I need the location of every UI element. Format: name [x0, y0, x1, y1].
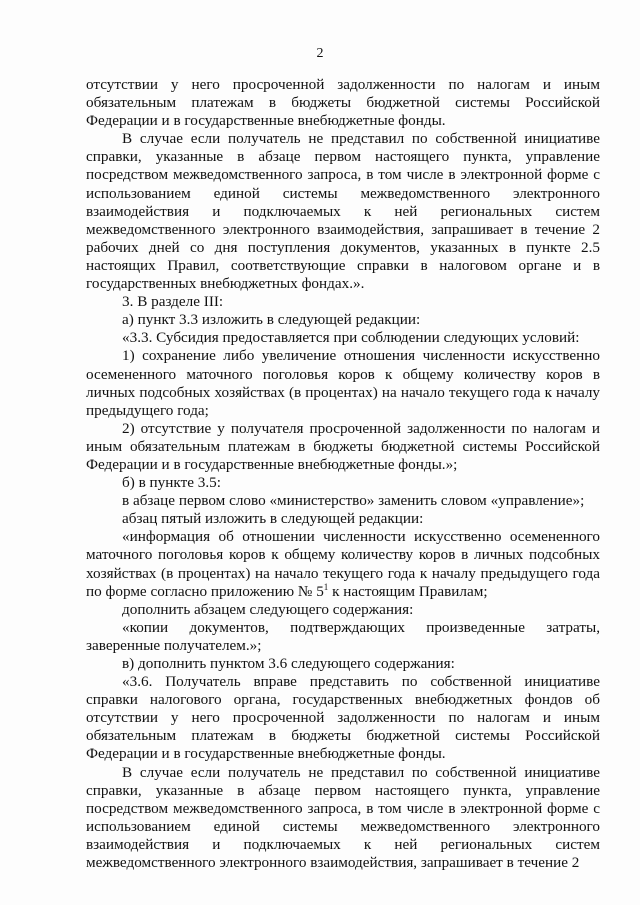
paragraph-text: дополнить абзацем следующего содержания:: [122, 600, 414, 618]
paragraph-text: 3. В разделе III:: [122, 293, 224, 311]
paragraph: [86, 474, 600, 492]
paragraph: [86, 764, 600, 873]
paragraph-text: «копии документов, подтверждающих произведенные затраты, заверенные получателем.»;: [86, 618, 600, 654]
document-body: [86, 76, 600, 872]
paragraph: [86, 528, 600, 600]
paragraph-text: отсутствии у него просроченной задолженности по налогам и иным обязательным платежам в бюджеты бюджетной системы Российской Федерации и в государственные внебюджетные фонды.: [86, 76, 600, 130]
paragraph: [86, 293, 600, 311]
page-number: 2: [316, 46, 324, 61]
paragraph-text: а) пункт 3.3 изложить в следующей редакции:: [122, 311, 421, 329]
paragraph-text: в абзаце первом слово «министерство» заменить словом «управление»;: [122, 492, 585, 510]
paragraph-text: б) в пункте 3.5:: [122, 474, 221, 492]
paragraph-text: «3.6. Получатель вправе представить по собственной инициативе справки налогового органа, государственных внебюджетных фондов об отсутствии у него просроченной задолженности по налогам и иным обязательным платежам в бюджеты бюджетной системы Российской Федерации и в государственные внебюджетные фонды.: [86, 673, 600, 763]
paragraph-tail: к настоящим Правилам;: [328, 582, 488, 600]
paragraph: [86, 347, 600, 419]
paragraph: [86, 673, 600, 763]
paragraph-text: «информация об отношении численности искусственно осемененного маточного поголовья коров к общему количеству коров в личных подсобных хозяйствах (в процентах) на начало текущего года к началу предыдущего года по форме согласно приложению № 5: [86, 528, 600, 600]
paragraph: [86, 492, 600, 510]
paragraph: [86, 76, 600, 130]
paragraph-text: 1) сохранение либо увеличение отношения численности искусственно осемененного маточного поголовья коров к общему количеству коров в личных подсобных хозяйствах (в процентах) на начало текущего года к началу предыдущего года;: [86, 347, 600, 419]
paragraph-text: В случае если получатель не представил по собственной инициативе справки, указанные в абзаце первом настоящего пункта, управление посредством межведомственного запроса, в том числе в электронной форме с использованием единой системы межведомственного электронного взаимодействия и подключаемых к ней региональных систем межведомственного электронного взаимодействия, запрашивает в течение 2 рабочих дней со дня поступления документов, указанных в пункте 2.5 настоящих Правил, соответствующие справки в налоговом органе и в государственных внебюджетных фондах.».: [86, 130, 600, 293]
paragraph: [86, 130, 600, 293]
paragraph: [86, 311, 600, 329]
paragraph: [86, 655, 600, 673]
paragraph: [86, 510, 600, 528]
paragraph-text: 2) отсутствие у получателя просроченной задолженности по налогам и иным обязательным платежам в бюджеты бюджетной системы Российской Федерации и в государственные внебюджетные фонды.»;: [86, 419, 600, 473]
paragraph: [86, 420, 600, 474]
paragraph-text: «3.3. Субсидия предоставляется при соблюдении следующих условий:: [122, 329, 580, 347]
paragraph-text: в) дополнить пунктом 3.6 следующего содержания:: [122, 655, 455, 672]
paragraph: [86, 329, 600, 347]
paragraph-text: В случае если получатель не представил по собственной инициативе справки, указанные в абзаце первом настоящего пункта, управление посредством межведомственного запроса, в том числе в электронной форме с использованием единой системы межведомственного электронного взаимодействия и подключаемых к ней региональных систем межведомственного электронного взаимодействия, запрашивает в течение 2: [86, 763, 600, 872]
paragraph-text: абзац пятый изложить в следующей редакции:: [122, 510, 424, 528]
superscript: 1: [323, 581, 329, 592]
paragraph: [86, 601, 600, 619]
paragraph: [86, 619, 600, 655]
